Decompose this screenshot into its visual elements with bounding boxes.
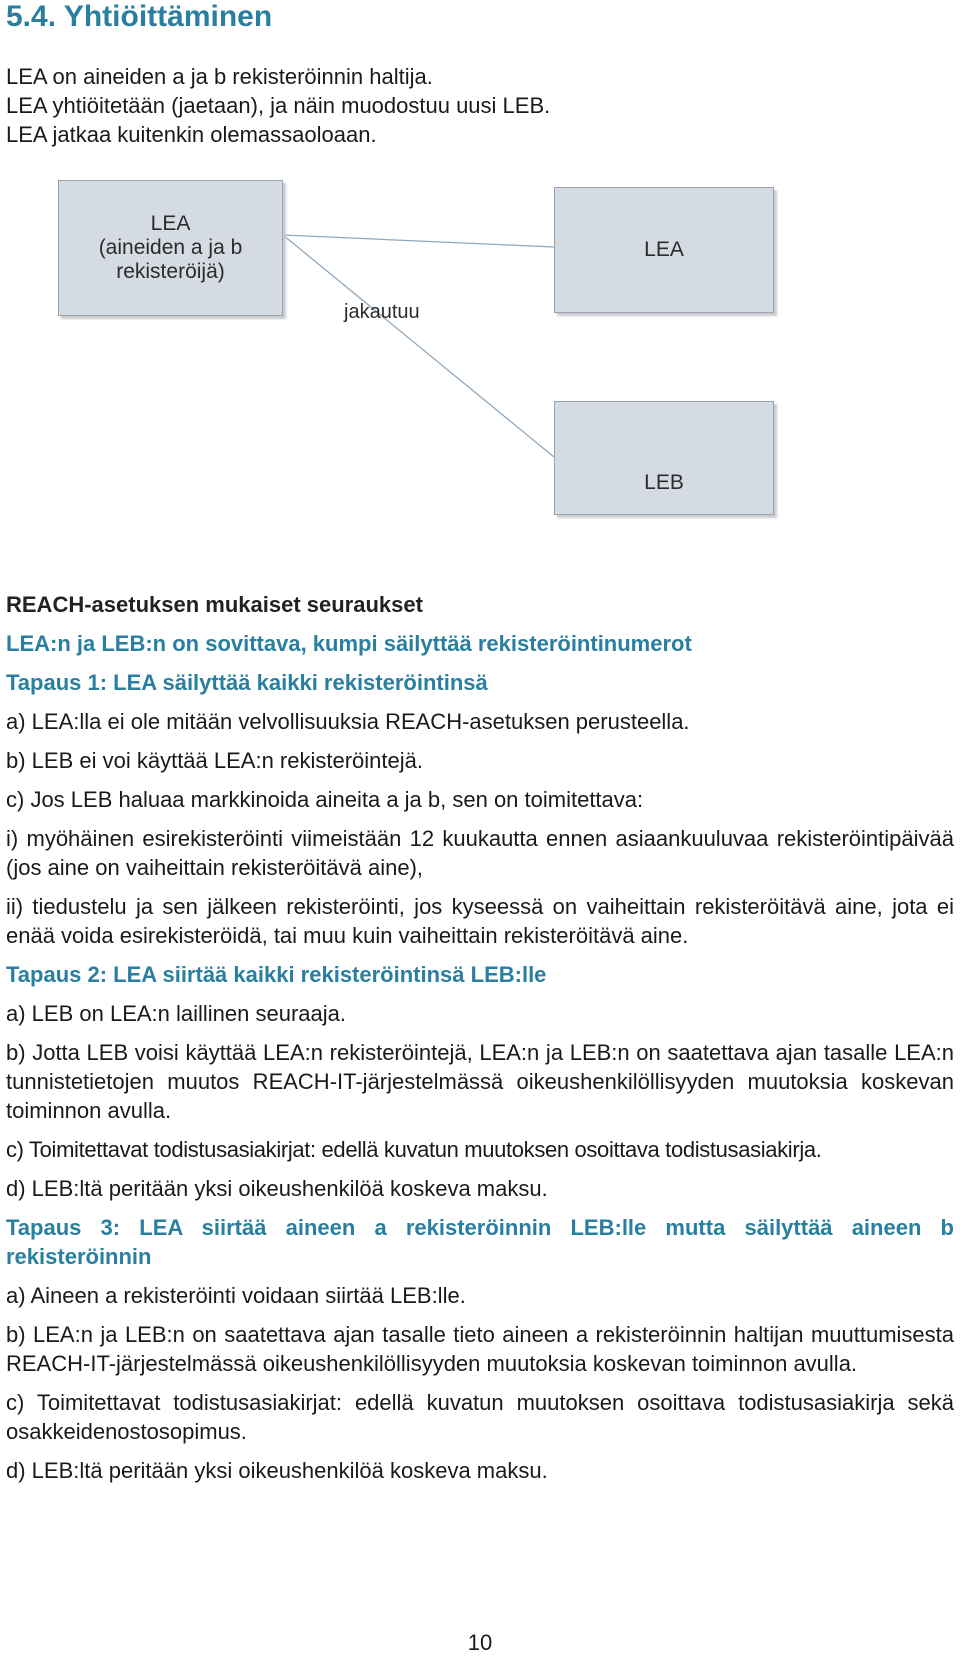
intro-line-2: LEA yhtiöitetään (jaetaan), ja näin muodostuu uusi LEB. bbox=[6, 93, 551, 118]
case3-item-a: a) Aineen a rekisteröinti voidaan siirtää LEB:lle. bbox=[6, 1283, 466, 1308]
case1-item-a: a) LEA:lla ei ole mitään velvollisuuksia REACH-asetuksen perusteella. bbox=[6, 709, 690, 734]
case3-item-d: d) LEB:ltä peritään yksi oikeushenkilöä koskeva maksu. bbox=[6, 1458, 548, 1483]
target-box-lea-label: LEA bbox=[644, 238, 684, 261]
document-body bbox=[6, 590, 954, 1495]
connector-to-leb bbox=[283, 235, 554, 457]
source-box-line-3: rekisteröijä) bbox=[116, 260, 225, 283]
source-box-line-1: LEA bbox=[150, 212, 191, 235]
case1-item-c: c) Jos LEB haluaa markkinoida aineita a ja b, sen on toimitettava: bbox=[6, 787, 644, 812]
section-heading: 5.4. Yhtiöittäminen bbox=[6, 0, 273, 33]
target-box-lea bbox=[554, 187, 774, 313]
case2-item-b: b) Jotta LEB voisi käyttää LEA:n rekisteröintejä, LEA:n ja LEB:n on saatettava ajan tasalle LEA:n tunnistetietojen muutos REACH-IT-järjestelmässä oikeushenkilöllisyyden muutoksia koskevan toiminnon avulla. bbox=[6, 1040, 954, 1123]
source-box-line-2: (aineiden a ja b bbox=[98, 236, 243, 259]
case2-item-c: c) Toimitettavat todistusasiakirjat: edellä kuvatun muutoksen osoittava todistusasiakirja. bbox=[6, 1137, 822, 1162]
case2-item-a: a) LEB on LEA:n laillinen seuraaja. bbox=[6, 1001, 346, 1026]
case1-item-i: i) myöhäinen esirekisteröinti viimeistään 12 kuukautta ennen asiaankuuluvaa rekisteröintipäivää (jos aine on vaiheittain rekisteröitävä aine), bbox=[6, 826, 954, 880]
agreement-subtitle: LEA:n ja LEB:n on sovittava, kumpi säilyttää rekisteröintinumerot bbox=[6, 631, 692, 656]
intro-line-1: LEA on aineiden a ja b rekisteröinnin haltija. bbox=[6, 64, 433, 89]
case1-item-ii: ii) tiedustelu ja sen jälkeen rekisteröinti, jos kyseessä on vaiheittain rekisteröitävä aine, jota ei enää voida esirekisteröidä, tai muu kuin vaiheittain rekisteröitävä aine. bbox=[6, 894, 954, 948]
intro-line-3: LEA jatkaa kuitenkin olemassaoloaan. bbox=[6, 122, 377, 147]
connector-label: jakautuu bbox=[344, 301, 420, 323]
source-entity-box bbox=[58, 180, 283, 316]
target-box-leb bbox=[554, 401, 774, 515]
page-number: 10 bbox=[467, 1630, 493, 1655]
case3-title: Tapaus 3: LEA siirtää aineen a rekisteröinnin LEB:lle mutta säilyttää aineen b rekisteröinnin bbox=[6, 1215, 954, 1269]
case3-item-c: c) Toimitettavat todistusasiakirjat: edellä kuvatun muutoksen osoittava todistusasiakirja sekä osakkeidenostosopimus. bbox=[6, 1390, 954, 1444]
split-diagram bbox=[6, 175, 954, 520]
case3-item-b: b) LEA:n ja LEB:n on saatettava ajan tasalle tieto aineen a rekisteröinnin haltijan muuttumisesta REACH-IT-järjestelmässä oikeushenkilöllisyyden muutoksia koskevan toiminnon avulla. bbox=[6, 1322, 954, 1376]
case1-item-b: b) LEB ei voi käyttää LEA:n rekisteröintejä. bbox=[6, 748, 423, 773]
connector-to-lea bbox=[283, 235, 554, 247]
case2-title: Tapaus 2: LEA siirtää kaikki rekisteröintinsä LEB:lle bbox=[6, 962, 547, 987]
target-box-leb-label: LEB bbox=[644, 471, 684, 494]
intro-paragraph bbox=[6, 62, 550, 149]
consequences-title: REACH-asetuksen mukaiset seuraukset bbox=[6, 592, 423, 617]
case1-title: Tapaus 1: LEA säilyttää kaikki rekisteröintinsä bbox=[6, 670, 488, 695]
case2-item-d: d) LEB:ltä peritään yksi oikeushenkilöä koskeva maksu. bbox=[6, 1176, 548, 1201]
